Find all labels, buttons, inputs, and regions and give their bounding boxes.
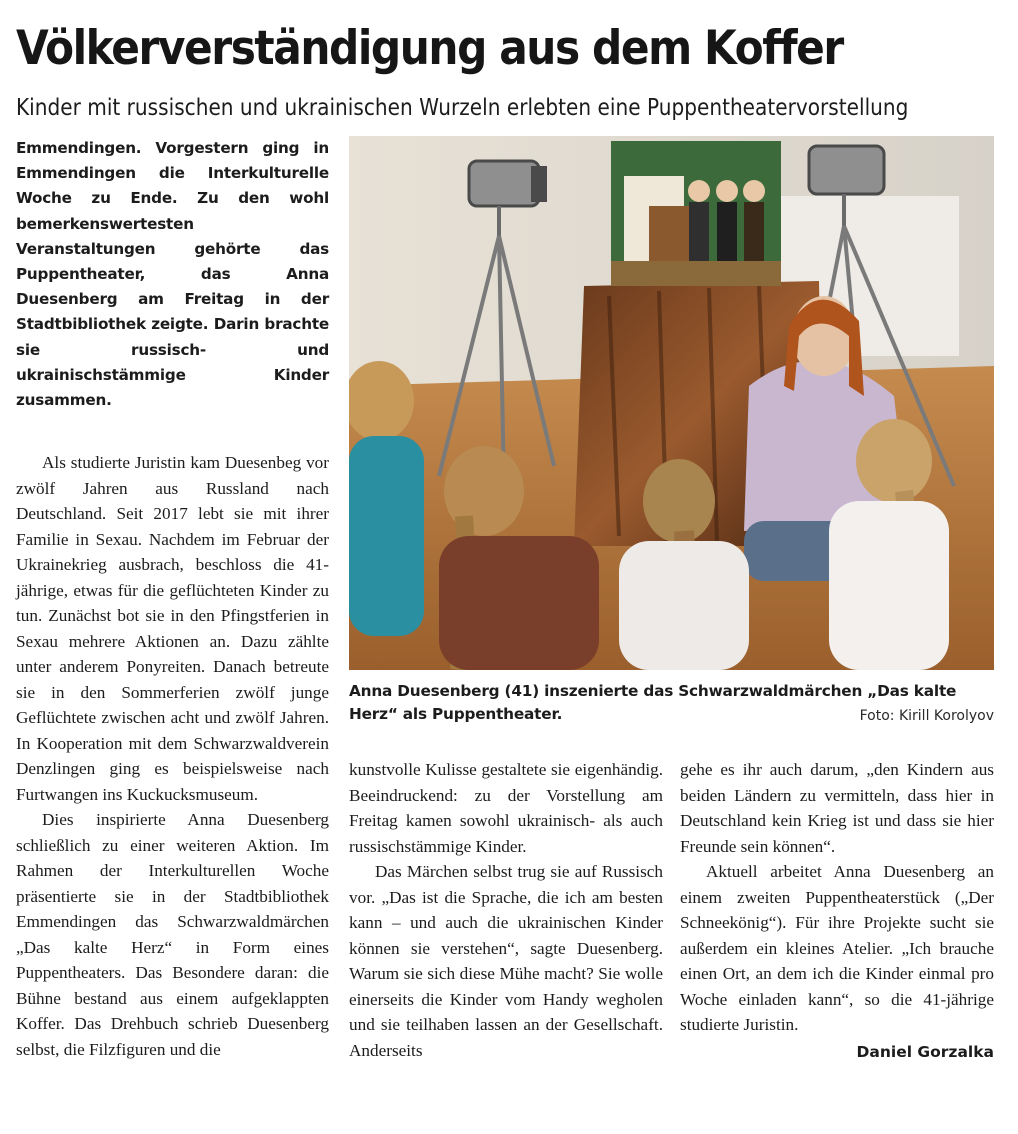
puppet-theater-photo bbox=[349, 136, 994, 670]
body-paragraph-3: Das Märchen selbst trug sie auf Russisch vor. „Das ist die Sprache, die ich am besten kann – und auch die ukrainischen Kinder können sie verstehen“, sagte Duesenberg. Warum sie sich diese Mühe macht? Sie wolle einerseits die Kinder vom Handy wegholen und sie teilhaben lassen an der Gesellschaft. Anderseits bbox=[349, 862, 663, 1060]
article-column-3 bbox=[680, 757, 994, 1066]
body-paragraph-2-cont: kunstvolle Kulisse gestaltete sie eigenhändig. Beeindruckend: zu der Vorstellung am Freitag kamen sowohl ukrainisch- als auch russischstämmige Kinder. bbox=[349, 760, 663, 856]
article-column-2 bbox=[349, 757, 663, 1063]
article-column-1 bbox=[16, 136, 329, 1062]
body-paragraph-3-cont: gehe es ihr auch darum, „den Kindern aus beiden Ländern zu vermitteln, dass hier in Deutschland kein Krieg ist und dass sie hier Freunde sein können“. bbox=[680, 760, 994, 856]
article-photo bbox=[349, 136, 994, 670]
lead-paragraph: Emmendingen. Vorgestern ging in Emmendingen die Interkulturelle Woche zu Ende. Zu den wohl bemerkenswertesten Veranstaltungen gehörte das Puppentheater, das Anna Duesenberg am Freitag in der Stadtbibliothek zeigte. Darin brachte sie russisch- und ukrainischstämmige Kinder zusammen. bbox=[16, 139, 329, 410]
subheadline: Kinder mit russischen und ukrainischen Wurzeln erlebten eine Puppentheatervorstellung bbox=[16, 93, 909, 121]
headline: Völkerverständigung aus dem Koffer bbox=[16, 21, 843, 76]
caption-text: Anna Duesenberg (41) inszenierte das Schwarzwaldmärchen „Das kalte Herz“ als Puppentheater. bbox=[349, 682, 957, 723]
body-paragraph-2: Dies inspirierte Anna Duesenberg schließlich zu einer weiteren Aktion. Im Rahmen der Interkulturellen Woche präsentierte sie in der Stadtbibliothek Emmendingen das Schwarzwaldmärchen „Das kalte Herz“ in Form eines Puppentheaters. Das Besondere daran: die Bühne bestand aus einem aufgeklappten Koffer. Das Drehbuch schrieb Duesenberg selbst, die Filzfiguren und die bbox=[16, 810, 329, 1059]
child-left bbox=[349, 361, 424, 636]
author-byline: Daniel Gorzalka bbox=[856, 1042, 994, 1061]
body-paragraph-4: Aktuell arbeitet Anna Duesenberg an einem zweiten Puppentheaterstück („Der Schneekönig“). Für ihre Projekte sucht sie außerdem ein kleines Atelier. „Ich brauche einen Ort, an dem ich die Kinder einmal pro Woche einladen kann“, so die 41-jährige studierte Juristin. bbox=[680, 862, 994, 1034]
puppet-suitcase-stage bbox=[611, 141, 781, 286]
photo-credit: Foto: Kirill Korolyov bbox=[859, 708, 994, 724]
body-paragraph-1: Als studierte Juristin kam Duesenbeg vor zwölf Jahren aus Russland nach Deutschland. Seit 2017 lebt sie mit ihrer Familie in Sexau. Nachdem im Februar der Ukrainekrieg ausbrach, beschloss die 41-jährige, etwas für die geflüchteten Kinder zu tun. Zunächst bot sie in den Pfingstferien in Sexau mehrere Aktionen an. Dazu zählte unter anderem Ponyreiten. Danach betreute sie in den Sommerferien zwölf junge Geflüchtete zwischen acht und zwölf Jahren. In Kooperation mit dem Schwarzwaldverein Denzlingen ging es beispielsweise nach Furtwangen ins Kuckucksmuseum. bbox=[16, 453, 329, 804]
